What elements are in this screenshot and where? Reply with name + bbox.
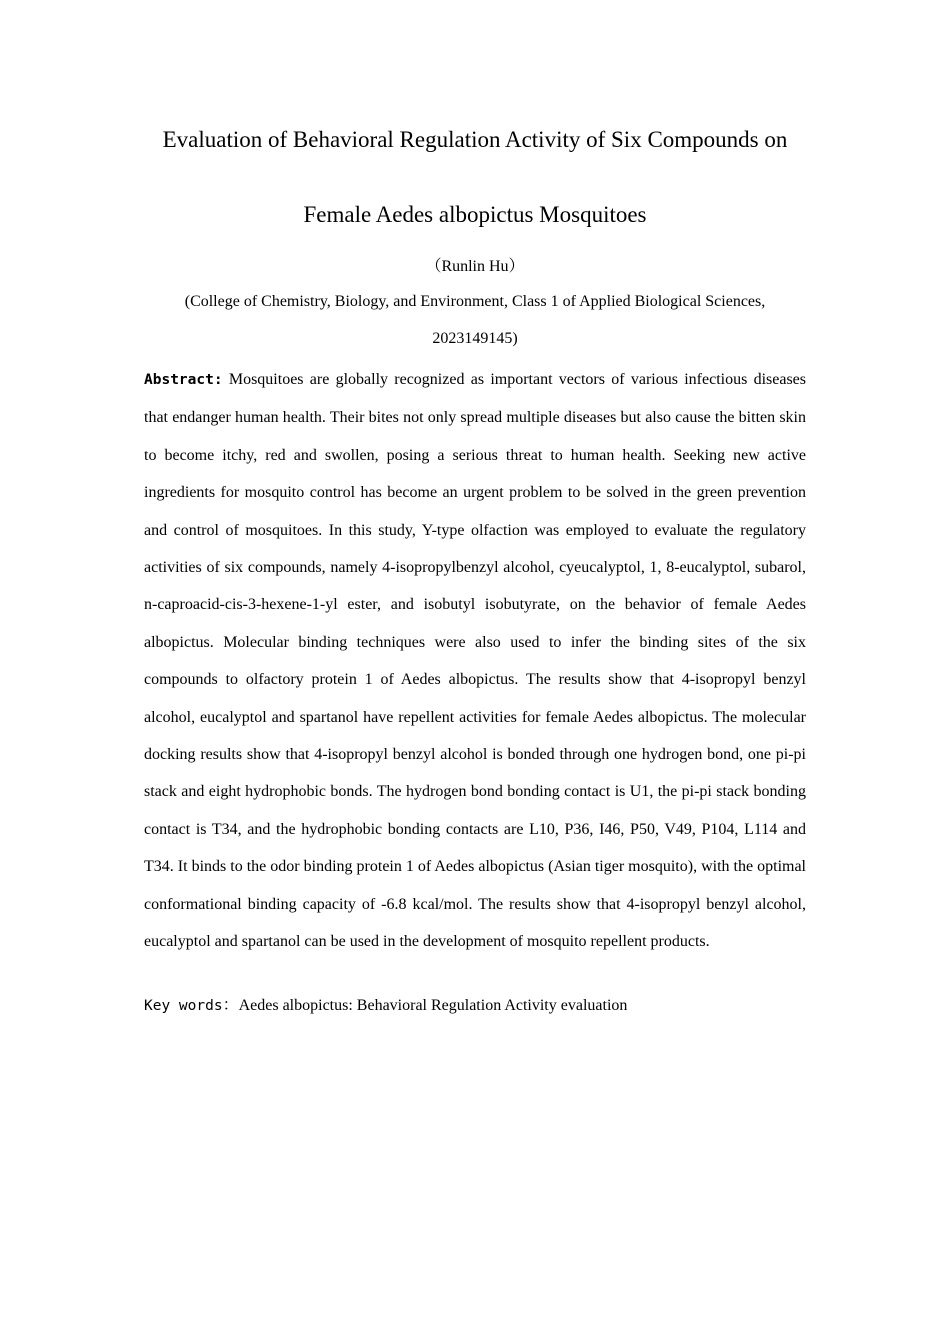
keywords-label: Key words	[144, 998, 223, 1014]
keywords-separator: ：	[222, 997, 239, 1014]
abstract	[144, 361, 806, 961]
paper-title-line-1: Evaluation of Behavioral Regulation Activity of Six Compounds on	[162, 127, 788, 152]
affiliation-line-2: 2023149145)	[432, 330, 518, 347]
keywords-text: Aedes albopictus: Behavioral Regulation Activity evaluation	[238, 997, 628, 1014]
abstract-label: Abstract:	[144, 372, 223, 388]
abstract-text: Mosquitoes are globally recognized as important vectors of various infectious diseases that endanger human health. Their bites not only spread multiple diseases but also cause the bitten skin to become itchy, red and swollen, posing a serious threat to human health. Seeking new active ingredients for mosquito control has become an urgent problem to be solved in the green prevention and control of mosquitoes. In this study, Y-type olfaction was employed to evaluate the regulatory activities of six compounds, namely 4-isopropylbenzyl alcohol, cyeucalyptol, 1, 8-eucalyptol, subarol, n-caproacid-cis-3-hexene-1-yl ester, and isobutyl isobutyrate, on the behavior of female Aedes albopictus. Molecular binding techniques were also used to infer the binding sites of the six compounds to olfactory protein 1 of Aedes albopictus. The results show that 4-isopropyl benzyl alcohol, eucalyptol and spartanol have repellent activities for female Aedes albopictus. The molecular docking results show that 4-isopropyl benzyl alcohol is bonded through one hydrogen bond, one pi-pi stack and eight hydrophobic bonds. The hydrogen bond bonding contact is U1, the pi-pi stack bonding contact is T34, and the hydrophobic bonding contacts are L10, P36, I46, P50, V49, P104, L114 and T34. It binds to the odor binding protein 1 of Aedes albopictus (Asian tiger mosquito), with the optimal conformational binding capacity of -6.8 kcal/mol. The results show that 4-isopropyl benzyl alcohol, eucalyptol and spartanol can be used in the development of mosquito repellent products.	[144, 371, 807, 951]
keywords	[144, 995, 806, 1017]
affiliation-line-1: (College of Chemistry, Biology, and Environment, Class 1 of Applied Biological Sciences,	[184, 293, 766, 310]
paper-title-line-2: Female Aedes albopictus Mosquitoes	[303, 202, 647, 227]
author-name: （Runlin Hu）	[425, 258, 525, 275]
